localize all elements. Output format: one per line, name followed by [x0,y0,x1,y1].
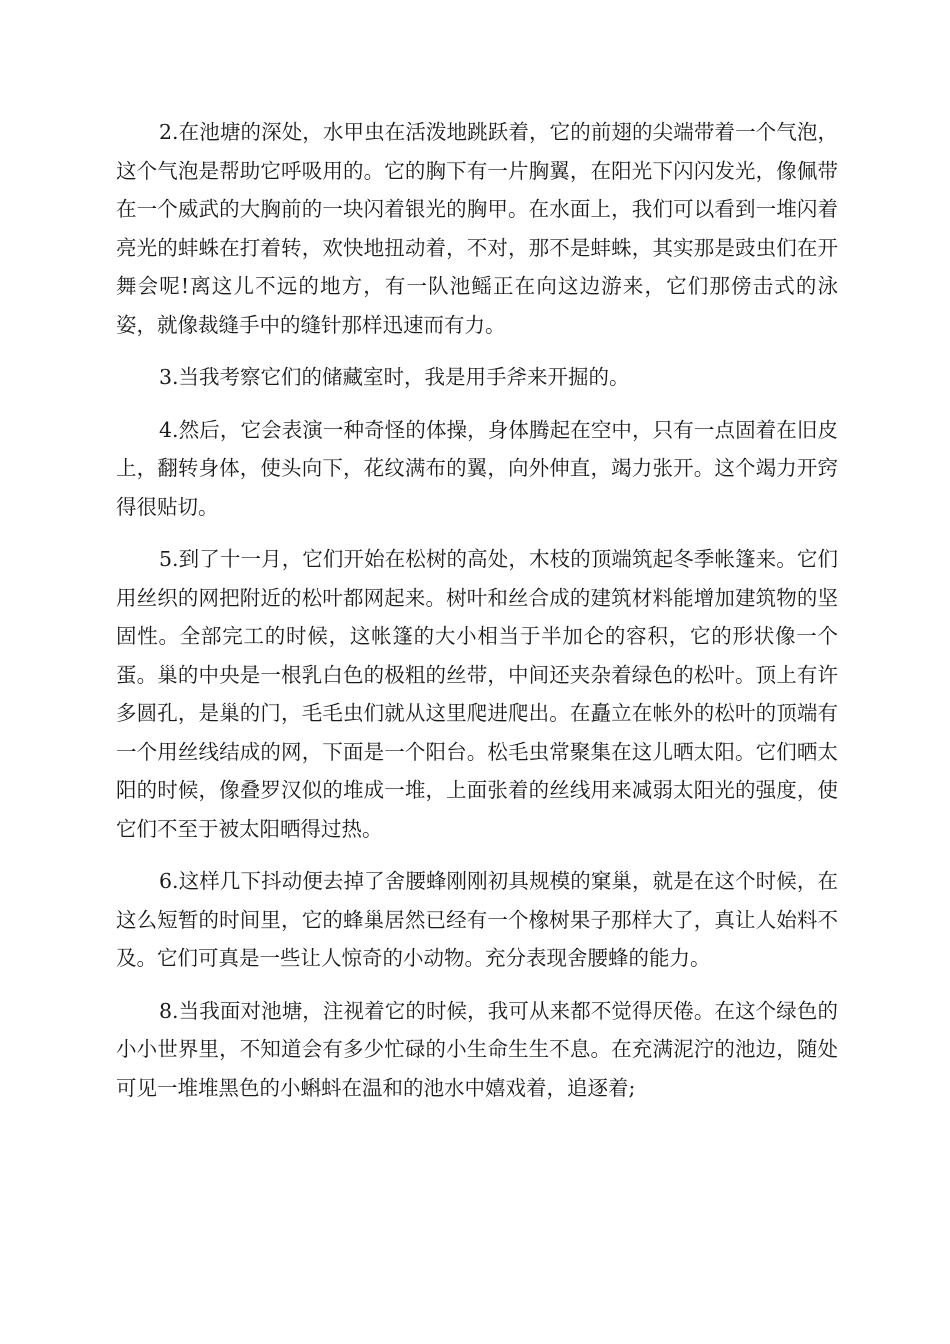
paragraph-3: 3.当我考察它们的储藏室时，我是用手斧来开掘的。 [159,365,630,389]
paragraph-5: 5.到了十一月，它们开始在松树的高处，木枝的顶端筑起冬季帐篷来。它们用丝织的网把附近的松叶都网起来。树叶和丝合成的建筑材料能增加建筑物的坚固性。全部完工的时候，这帐篷的大小相当于半加仑的容积，它的形状像一个蛋。巢的中央是一根乳白色的极粗的丝带，中间还夹杂着绿色的松叶。顶上有许多圆孔，是巢的门，毛毛虫们就从这里爬进爬出。在矗立在帐外的松叶的顶端有一个用丝线结成的网，下面是一个阳台。松毛虫常聚集在这儿晒太阳。它们晒太阳的时候，像叠罗汉似的堆成一堆，上面张着的丝线用来减弱太阳光的强度，使它们不至于被太阳晒得过热。 [116,547,838,841]
paragraph-8: 8.当我面对池塘，注视着它的时候，我可从来都不觉得厌倦。在这个绿色的小小世界里，不知道会有多少忙碌的小生命生生不息。在充满泥泞的池边，随处可见一堆堆黑色的小蝌蚪在温和的池水中嬉戏着，追逐着; [116,998,838,1100]
document-body [116,113,838,1121]
paragraph-2: 2.在池塘的深处，水甲虫在活泼地跳跃着，它的前翅的尖端带着一个气泡，这个气泡是帮助它呼吸用的。它的胸下有一片胸翼，在阳光下闪闪发光，像佩带在一个威武的大胸前的一块闪着银光的胸甲。在水面上，我们可以看到一堆闪着亮光的蚌蛛在打着转，欢快地扭动着，不对，那不是蚌蛛，其实那是豉虫们在开舞会呢!离这儿不远的地方，有一队池鳐正在向这边游来，它们那傍击式的泳姿，就像裁缝手中的缝针那样迅速而有力。 [116,120,838,337]
paragraph-4: 4.然后，它会表演一种奇怪的体操，身体腾起在空中，只有一点固着在旧皮上，翻转身体，使头向下，花纹满布的翼，向外伸直，竭力张开。这个竭力开窍得很贴切。 [116,417,838,519]
paragraph-6: 6.这样几下抖动便去掉了舍腰蜂刚刚初具规模的窠巢，就是在这个时候，在这么短暂的时间里，它的蜂巢居然已经有一个橡树果子那样大了，真让人始料不及。它们可真是一些让人惊奇的小动物。充分表现舍腰蜂的能力。 [116,869,838,970]
